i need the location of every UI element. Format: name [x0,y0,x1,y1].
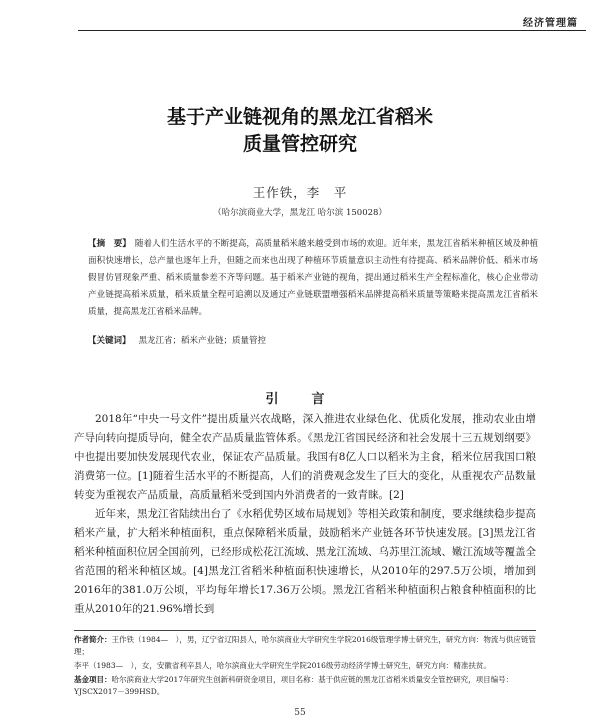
keywords-text: 黑龙江省；稻米产业链；质量管控 [138,336,267,346]
paragraph: 2018年“中央一号文件”提出质量兴农战略，深入推进农业绿色化、优质化发展，推动农业由增产导向转向提质导向，健全农产品质量监管体系。《黑龙江省国民经济和社会发展十三五规划纲要》中也提出要加快发展现代农业，保证农产品质量。我国有8亿人口以稻米为主食，稻米位居我国口粮消费第一位。[1]随着生活水平的不断提高，人们的消费观念发生了巨大的变化，从重视农产品数量转变为重视农产品质量，高质量稻米受到国内外消费者的一致青睐。[2] [74,413,536,501]
title-line-1: 基于产业链视角的黑龙江省稻米 [166,106,433,128]
authors: 王作铁，李 平 [252,185,348,200]
author-note [74,634,536,658]
fund-note [74,674,536,698]
author-note-label: 作者简介： [74,635,112,644]
body-text [74,410,536,619]
keywords [88,334,538,348]
paper-title [0,104,600,158]
keywords-label: 【关键词】 [88,336,131,346]
affiliation: （哈尔滨商业大学，黑龙江 哈尔滨 150028） [213,208,387,218]
footnotes [74,634,536,700]
author-note-2: 李平（1983— ），女，安徽省利辛县人，哈尔滨商业大学研究生学院2016级劳动经济学博士研究生，研究方向：精准扶贫。 [74,661,491,670]
page-number: 55 [294,708,306,718]
paragraph: 近年来，黑龙江省陆续出台了《水稻优势区域布局规划》等相关政策和制度，要求继续稳步提高稻米产量，扩大稻米种植面积，重点保障稻米质量，鼓励稻米产业链各环节快速发展。[3]黑龙江省稻米种植面积位居全国前列，已经形成松花江流域、黑龙江流域、乌苏里江流域、嫩江流域等覆盖全省范围的稻米种植区域。[4]黑龙江省稻米种植面积快速增长，从2010年的297.5万公顷，增加到2016年的381.0万公顷，平均每年增长17.36万公顷。黑龙江省稻米种植面积占粮食种植面积的比重从2010年的21.96%增长到 [74,508,536,615]
fund-label: 基金项目： [74,675,112,684]
footnote-rule [74,630,536,631]
title-line-2: 质量管控研究 [242,133,357,155]
abstract [88,236,538,321]
section-heading: 引 言 [265,392,335,407]
journal-section-tag: 经济管理篇 [523,18,578,29]
fund-text: 哈尔滨商业大学2017年研究生创新科研资金项目，项目名称：基于供应链的黑龙江省稻米质量安全管控研究，项目编号：YJSCX2017－399HSD。 [74,675,514,696]
header-rule [78,30,586,31]
author-note-1: 王作铁（1984— ），男，辽宁省辽阳县人，哈尔滨商业大学研究生学院2016级管理学博士研究生，研究方向：物流与供应链管理； [74,635,536,656]
abstract-label: 【摘 要】 [88,239,131,249]
abstract-text: 随着人们生活水平的不断提高，高质量稻米越来越受到市场的欢迎。近年来，黑龙江省稻米种植区域及种植面积快速增长，总产量也逐年上升，但随之而来也出现了种植环节质量意识主动性有待提高、稻米品牌价低、稻米市场假冒仿冒现象严重、稻米质量参差不齐等问题。基于稻米产业链的视角，提出通过稻米生产全程标准化，核心企业带动产业链提高稻米质量，稻米质量全程可追溯以及通过产业链联盟增强稻米品牌提高稻米质量等策略来提高黑龙江省稻米质量，提高黑龙江省稻米品牌。 [88,239,538,317]
